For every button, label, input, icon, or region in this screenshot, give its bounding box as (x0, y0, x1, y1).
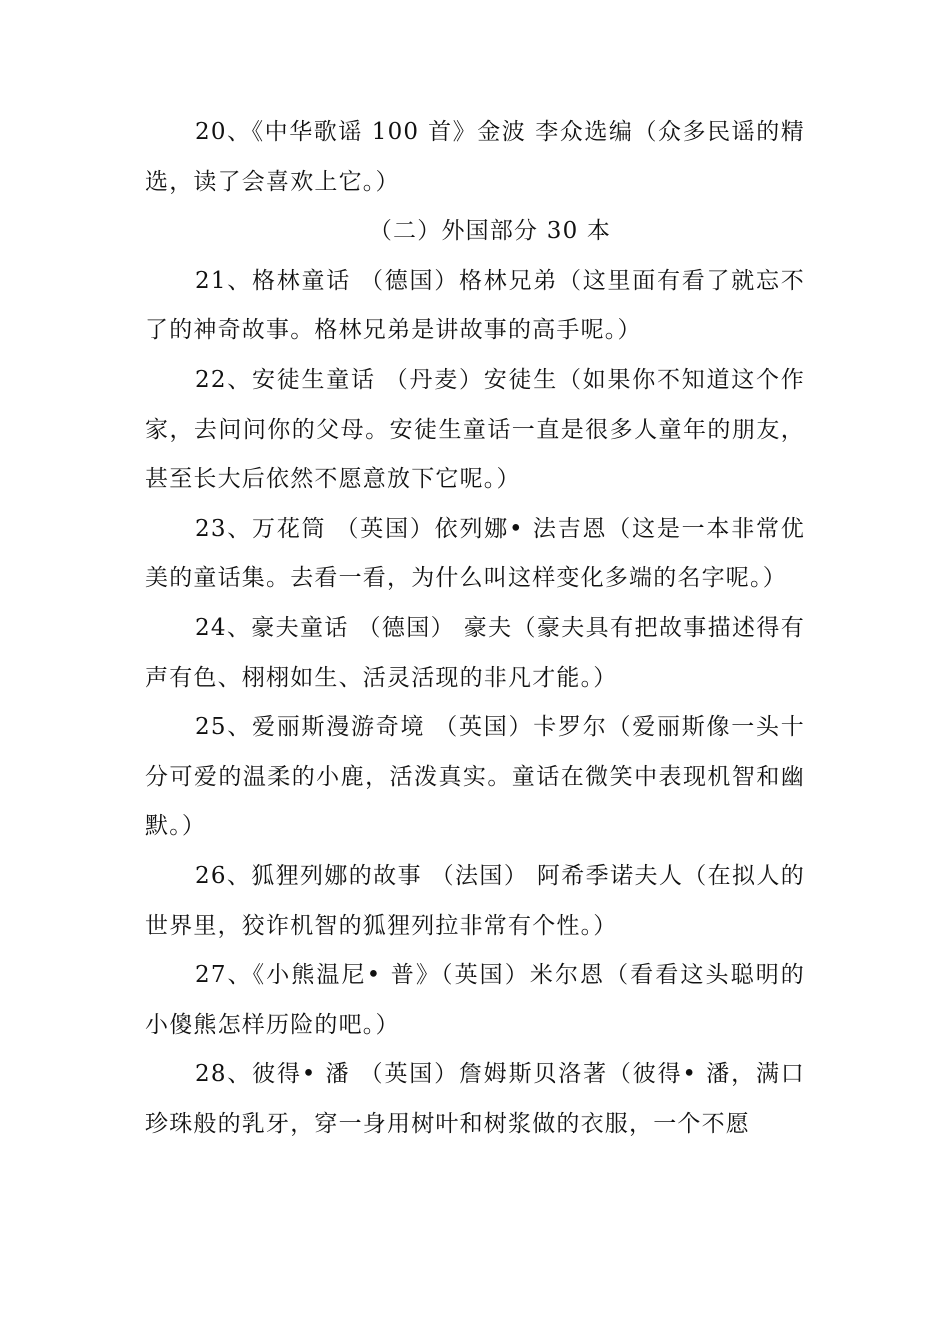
section-heading-foreign: （二）外国部分 30 本 (368, 218, 612, 245)
paragraph-item-28: 28、彼得• 潘 （英国）詹姆斯贝洛著（彼得• 潘，满口珍珠般的乳牙，穿一身用树叶和树浆做的衣服，一个不愿 (145, 1061, 805, 1137)
paragraph-item-21: 21、格林童话 （德国）格林兄弟（这里面有看了就忘不了的神奇故事。格林兄弟是讲故事的高手呢。） (145, 267, 805, 344)
paragraph-item-20: 20、《中华歌谣 100 首》金波 李众选编（众多民谣的精选，读了会喜欢上它。） (145, 119, 805, 195)
paragraph-item-24: 24、豪夫童话 （德国） 豪夫（豪夫具有把故事描述得有声有色、栩栩如生、活灵活现的非凡才能。） (145, 614, 805, 691)
paragraph-item-26: 26、狐狸列娜的故事 （法国） 阿希季诺夫人（在拟人的世界里，狡诈机智的狐狸列拉非常有个性。） (145, 862, 805, 939)
document-body (145, 108, 805, 1149)
paragraph-item-22: 22、安徒生童话 （丹麦）安徒生（如果你不知道这个作家，去问问你的父母。安徒生童话一直是很多人童年的朋友，甚至长大后依然不愿意放下它呢。） (145, 366, 805, 493)
paragraph-item-27: 27、《小熊温尼• 普》（英国）米尔恩（看看这头聪明的小傻熊怎样历险的吧。） (145, 962, 805, 1038)
paragraph-item-25: 25、爱丽斯漫游奇境 （英国）卡罗尔（爱丽斯像一头十分可爱的温柔的小鹿，活泼真实。童话在微笑中表现机智和幽默。） (145, 714, 805, 840)
paragraph-item-23: 23、万花筒 （英国）依列娜• 法吉恩（这是一本非常优美的童话集。去看一看，为什么叫这样变化多端的名字呢。） (145, 515, 805, 592)
